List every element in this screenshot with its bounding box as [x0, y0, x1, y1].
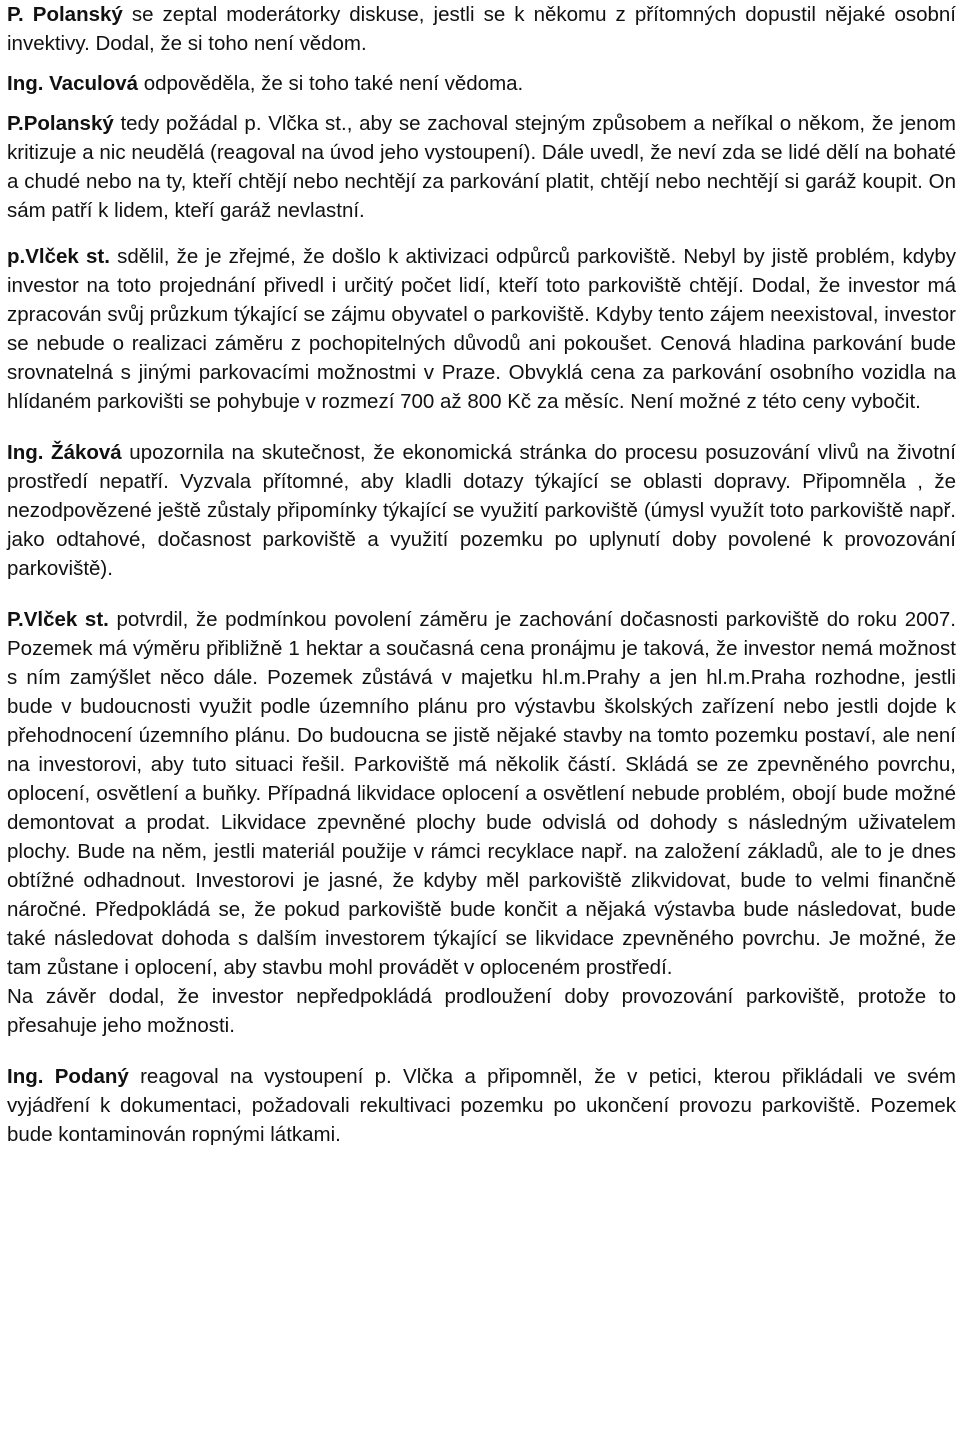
speaker-name: P.Vlček st. — [7, 608, 109, 631]
paragraph-zakova-notice — [7, 438, 956, 583]
paragraph-podany-reaction — [7, 1062, 956, 1149]
paragraph-text: odpověděla, že si toho také není vědoma. — [138, 72, 524, 95]
paragraph-text: upozornila na skutečnost, že ekonomická stránka do procesu posuzování vlivů na životní prostředí nepatří. Vyzvala přítomné, aby kladli dotazy týkající se oblasti dopravy. Připomněla , že nezodpovězené ještě zůstaly připomínky týkající se využití parkoviště (úmysl využít toto parkoviště např. jako odtahové, dočasnost parkoviště a využití pozemku po uplynutí doby povolené k provozování parkoviště). — [7, 441, 957, 580]
speaker-name: p.Vlček st. — [7, 245, 110, 268]
speaker-name: P. Polanský — [7, 3, 123, 26]
paragraph-polansky-question — [7, 0, 956, 58]
paragraph-polansky-request — [7, 109, 956, 225]
speaker-name: P.Polanský — [7, 112, 114, 135]
paragraph-text: se zeptal moderátorky diskuse, jestli se k někomu z přítomných dopustil nějaké osobní invektivy. Dodal, že si toho není vědom. — [7, 3, 956, 55]
speaker-name: Ing. Žáková — [7, 441, 122, 464]
paragraph-text: Na závěr dodal, že investor nepředpokládá prodloužení doby provozování parkoviště, protože to přesahuje jeho možnosti. — [7, 985, 956, 1037]
paragraph-vlcek-confirmation — [7, 605, 956, 982]
speaker-name: Ing. Vaculová — [7, 72, 139, 95]
speaker-name: Ing. Podaný — [7, 1065, 129, 1088]
paragraph-vlcek-conclusion — [7, 982, 956, 1040]
paragraph-vlcek-statement — [7, 242, 956, 416]
paragraph-text: reagoval na vystoupení p. Vlčka a připomněl, že v petici, kterou přikládali ve svém vyjádření k dokumentaci, požadovali rekultivaci pozemku po ukončení provozu parkoviště. Pozemek bude kontaminován ropnými látkami. — [7, 1065, 956, 1146]
paragraph-vaculova-reply — [7, 69, 956, 98]
paragraph-text: tedy požádal p. Vlčka st., aby se zachoval stejným způsobem a neříkal o někom, že jenom kritizuje a nic neudělá (reagoval na úvod jeho vystoupení). Dále uvedl, že neví zda se lidé dělí na bohaté a chudé nebo na ty, kteří chtějí nebo nechtějí za parkování platit, chtějí nebo nechtějí si garáž koupit. On sám patří k lidem, kteří garáž nevlastní. — [7, 112, 956, 222]
paragraph-text: sdělil, že je zřejmé, že došlo k aktivizaci odpůrců parkoviště. Nebyl by jistě problém, kdyby investor na toto projednání přivedl i určitý počet lidí, kteří toto parkoviště chtějí. Dodal, že investor má zpracován svůj průzkum týkající se zájmu obyvatel o parkoviště. Kdyby tento zájem neexistoval, investor se nebude o realizaci záměru z pochopitelných důvodů ani pokoušet. Cenová hladina parkování bude srovnatelná s jinými parkovacími možnostmi v Praze. Obvyklá cena za parkování osobního vozidla na hlídaném parkovišti se pohybuje v rozmezí 700 až 800 Kč za měsíc. Není možné z této ceny vybočit. — [7, 245, 956, 413]
paragraph-text: potvrdil, že podmínkou povolení záměru je zachování dočasnosti parkoviště do roku 2007. Pozemek má výměru přibližně 1 hektar a současná cena pronájmu je taková, že investor nemá možnost s ním zamýšlet něco dále. Pozemek zůstává v majetku hl.m.Prahy a jen hl.m.Praha rozhodne, jestli bude v budoucnosti využit podle územního plánu pro výstavbu školských zařízení nebo jestli dojde k přehodnocení územního plánu. Do budoucna se jistě nějaké stavby na tomto pozemku postaví, ale není na investorovi, aby tuto situaci řešil. Parkoviště má několik částí. Skládá se ze zpevněného povrchu, oplocení, osvětlení a buňky. Případná likvidace oplocení a osvětlení nebude problém, obojí bude možné demontovat a prodat. Likvidace zpevněné plochy bude odvislá od dohody s následným uživatelem plochy. Bude na něm, jestli materiál použije v rámci recyklace např. na založení základů, ale to je dnes obtížné odhadnout. Investorovi je jasné, že kdyby měl parkoviště zlikvidovat, bude to velmi finančně náročné. Předpokládá se, že pokud parkoviště bude končit a nějaká výstavba bude následovat, bude také následovat dohoda s dalším investorem týkající se likvidace zpevněného povrchu. Je možné, že tam zůstane i oplocení, aby stavbu mohl provádět v oploceném prostředí. — [7, 608, 956, 979]
